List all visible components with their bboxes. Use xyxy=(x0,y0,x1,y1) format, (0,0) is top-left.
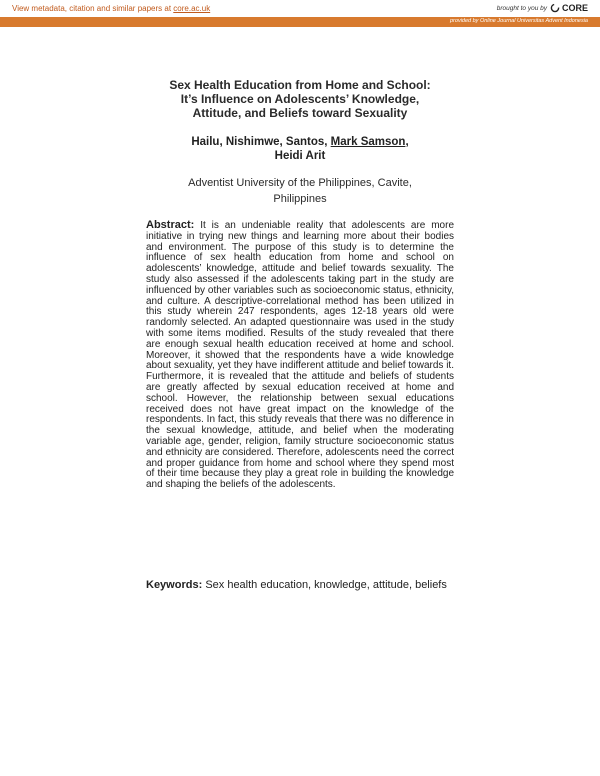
title-line: Attitude, and Beliefs toward Sexuality xyxy=(192,106,408,120)
paper-title xyxy=(120,78,480,120)
core-metadata-link[interactable] xyxy=(12,4,210,13)
keywords-text: Sex health education, knowledge, attitude, beliefs xyxy=(205,579,447,591)
authors-suffix: , xyxy=(405,136,409,148)
title-line: It’s Influence on Adolescents’ Knowledge, xyxy=(180,92,420,106)
core-provider-bar xyxy=(0,17,600,27)
author-link-mark-samson[interactable]: Mark Samson xyxy=(330,136,406,148)
authors-line-1 xyxy=(120,135,480,149)
brought-by-text: brought to you by xyxy=(496,4,547,12)
core-brand-text: CORE xyxy=(561,3,588,13)
core-link-host: core.ac.uk xyxy=(173,4,211,13)
authors-prefix: Hailu, Nishimwe, Santos, xyxy=(191,136,331,148)
title-line: Sex Health Education from Home and School: xyxy=(169,78,431,92)
paper-authors xyxy=(120,135,480,163)
core-brought-by xyxy=(497,3,588,13)
core-logo[interactable] xyxy=(550,3,588,13)
paper-affiliation xyxy=(150,175,450,207)
abstract-text: It is an undeniable reality that adolescents are more initiative in trying new things and learning more about their bodies and environment. The purpose of this study is to determine the influence of sex health education from home and school on adolescents’ knowledge, attitude and belief towards sexuality. The study also assessed if the adolescents taking part in the study are influenced by other variables such as socioeconomic status, ethnicity, and culture. A descriptive-correlational method has been utilized in this study wherein 247 respondents, ages 12-18 years old were randomly selected. An adapted questionnaire was used in the study with some items modified. Results of the study revealed that there are enough sexual health education received at home and school. Moreover, it showed that the respondents have a wide knowledge about sexuality, yet they have indifferent attitude and belief towards it. Furthermore, it is revealed that the attitude and beliefs of students are greatly affected by sexual education received at home and school. However, the relationship between sexual educations received does not have great impact on the knowledge of the respondents. In fact, this study reveals that there was no difference in the sexual knowledge, attitude, and belief when the moderating variable age, gender, religion, family structure socioeconomic status and ethnicity are considered. Therefore, adolescents need the correct and proper guidance from home and school where they spend most of their time because they play a great role in building the knowledge and shaping the beliefs of the adolescents. xyxy=(146,220,455,491)
abstract-label: Abstract: xyxy=(146,219,195,231)
paper-keywords xyxy=(146,578,506,592)
authors-line-2: Heidi Arit xyxy=(274,150,326,162)
keywords-label: Keywords: xyxy=(146,579,203,591)
affiliation-line: Adventist University of the Philippines, Cavite, xyxy=(188,177,412,189)
core-logo-icon xyxy=(550,3,560,13)
provided-by-text: provided by Online Journal Universitas Advent Indonesia xyxy=(450,18,588,24)
paper-abstract xyxy=(146,220,454,491)
affiliation-line: Philippines xyxy=(273,193,327,205)
core-link-prefix: View metadata, citation and similar papers at xyxy=(12,4,174,13)
core-banner xyxy=(0,0,600,17)
